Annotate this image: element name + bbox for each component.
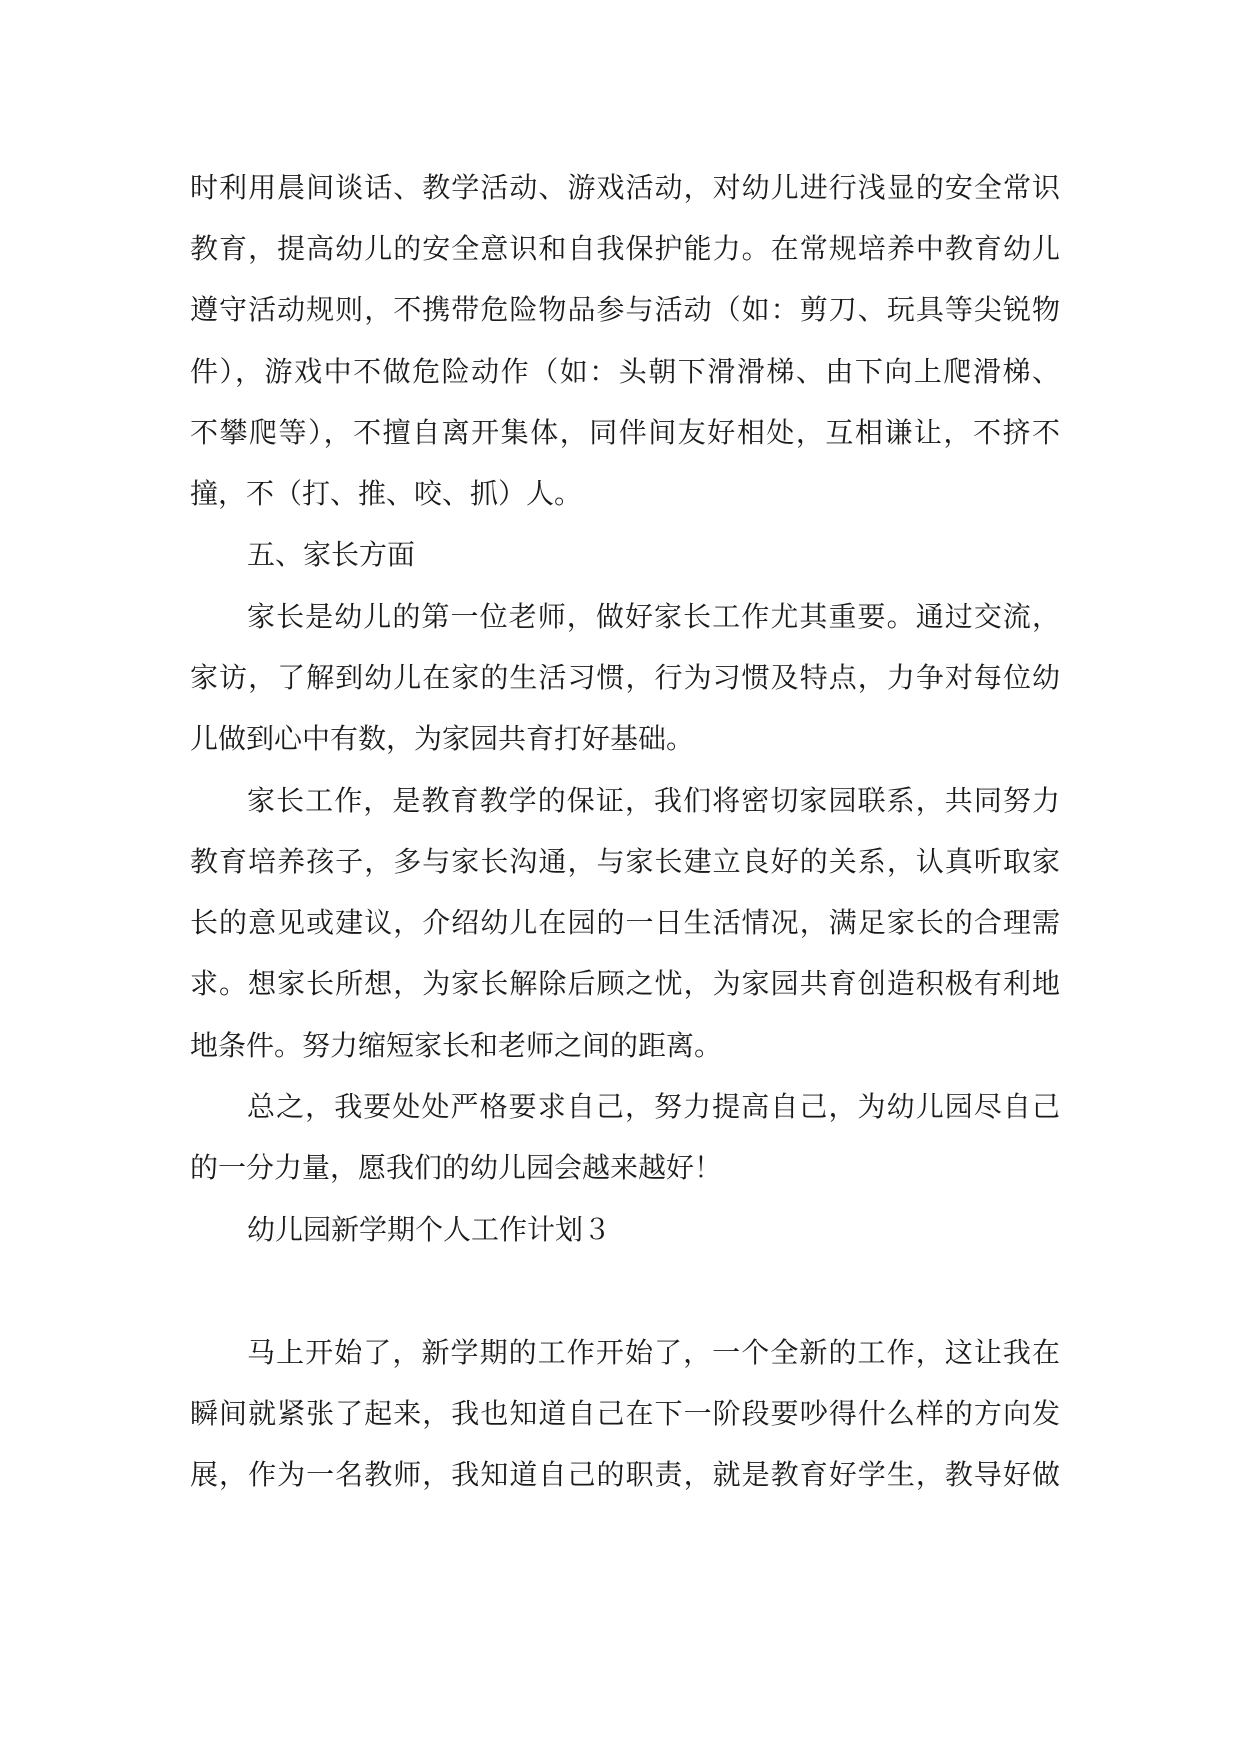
section-heading: 五、家长方面 xyxy=(247,538,416,571)
paragraph-line: 瞬间就紧张了起来，我也知道自己在下一阶段要吵得什么样的方向发 xyxy=(190,1397,1060,1430)
paragraph-line: 教育，提高幼儿的安全意识和自我保护能力。在常规培养中教育幼儿 xyxy=(190,232,1060,265)
paragraph-line: 家访，了解到幼儿在家的生活习惯，行为习惯及特点，力争对每位幼 xyxy=(190,661,1060,694)
paragraph-line: 求。想家长所想，为家长解除后顾之忧，为家园共育创造积极有利地 xyxy=(190,967,1060,1000)
section-title: 幼儿园新学期个人工作计划３ xyxy=(247,1213,612,1246)
paragraph-line: 家长是幼儿的第一位老师，做好家长工作尤其重要。通过交流， xyxy=(247,600,1060,633)
paragraph-line: 撞，不（打、推、咬、抓）人。 xyxy=(190,477,583,510)
paragraph-line: 不攀爬等），不擅自离开集体，同伴间友好相处，互相谦让，不挤不 xyxy=(190,416,1060,449)
paragraph-line: 遵守活动规则，不携带危险物品参与活动（如：剪刀、玩具等尖锐物 xyxy=(190,293,1060,326)
paragraph-line: 长的意见或建议，介绍幼儿在园的一日生活情况，满足家长的合理需 xyxy=(190,906,1060,939)
paragraph-line: 地条件。努力缩短家长和老师之间的距离。 xyxy=(190,1029,723,1062)
paragraph-line: 的一分力量，愿我们的幼儿园会越来越好！ xyxy=(190,1151,723,1184)
paragraph-line: 时利用晨间谈话、教学活动、游戏活动，对幼儿进行浅显的安全常识 xyxy=(190,171,1060,204)
paragraph-line: 展，作为一名教师，我知道自己的职责，就是教育好学生，教导好做 xyxy=(190,1458,1060,1491)
paragraph-line: 总之，我要处处严格要求自己，努力提高自己，为幼儿园尽自己 xyxy=(247,1090,1060,1123)
paragraph-line: 马上开始了，新学期的工作开始了，一个全新的工作，这让我在 xyxy=(247,1336,1060,1369)
paragraph-line: 件），游戏中不做危险动作（如：头朝下滑滑梯、由下向上爬滑梯、 xyxy=(190,355,1060,388)
paragraph-line: 儿做到心中有数，为家园共育打好基础。 xyxy=(190,722,695,755)
paragraph-line: 家长工作，是教育教学的保证，我们将密切家园联系，共同努力 xyxy=(247,784,1060,817)
paragraph-line: 教育培养孩子，多与家长沟通，与家长建立良好的关系，认真听取家 xyxy=(190,845,1060,878)
